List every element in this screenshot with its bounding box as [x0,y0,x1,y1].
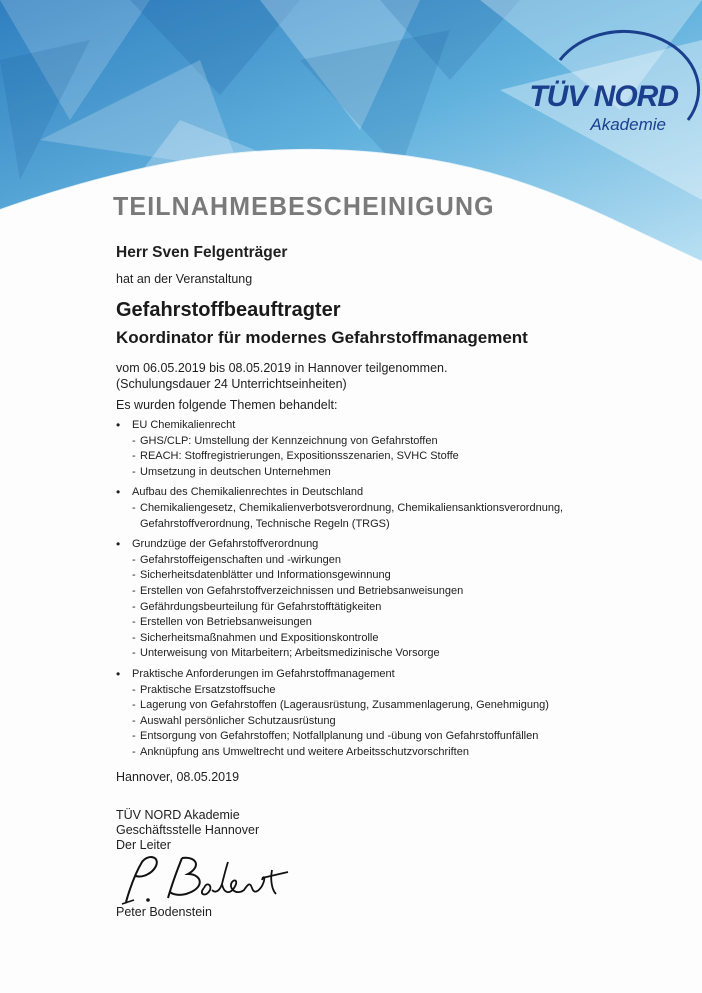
tuv-nord-logo [508,82,678,135]
topic-subitem: - Entsorgung von Gefahrstoffen; Notfallplanung und -übung von Gefahrstoffunfällen [132,729,636,745]
org-line: TÜV NORD Akademie [116,808,240,823]
topic-subitems [132,553,636,662]
place-date: Hannover, 08.05.2019 [116,770,240,785]
topic-subitem: - Lagerung von Gefahrstoffen (Lagerausrüstung, Zusammenlagerung, Genehmigung) [132,698,636,714]
topic-subitem: - Auswahl persönlicher Schutzausrüstung [132,714,636,730]
org-line: Geschäftsstelle Hannover [116,823,260,838]
recipient-name: Herr Sven Felgenträger [116,244,288,261]
topic-subitems [132,501,636,532]
org-line: Der Leiter [116,838,171,853]
topic-subitem: - Erstellen von Betriebsanweisungen [132,615,636,631]
topic-item [116,485,636,532]
logo-brand: TÜV NORD [529,80,678,113]
signer-name: Peter Bodenstein [116,905,212,919]
dates-line: vom 06.05.2019 bis 08.05.2019 in Hannover teilgenommen. [116,361,448,375]
topic-subitem: - Praktische Ersatzstoffsuche [132,683,636,699]
topic-subitems [132,683,636,761]
intro-text: hat an der Veranstaltung [116,272,253,286]
topic-heading: Aufbau des Chemikalienrechtes in Deutschland [132,486,364,499]
signature [112,850,302,910]
topic-item [116,418,636,480]
topic-subitem: - Chemikaliengesetz, Chemikalienverbotsverordnung, Chemikaliensanktionsverordnung, Gefahrstoffverordnung, Technische Regeln (TRGS) [132,501,636,532]
issuing-organization [116,808,636,853]
topic-subitem: - Sicherheitsdatenblätter und Informationsgewinnung [132,568,636,584]
topic-heading: Grundzüge der Gefahrstoffverordnung [132,538,319,551]
certificate-title: TEILNAHMEBESCHEINIGUNG [113,191,495,221]
course-title: Gefahrstoffbeauftragter [116,299,341,321]
topics-list [116,418,636,760]
header-decoration [0,0,702,280]
topic-subitem: - REACH: Stoffregistrierungen, Expositionsszenarien, SVHC Stoffe [132,449,636,465]
topic-subitem: - Gefahrstoffeigenschaften und -wirkungen [132,553,636,569]
duration-line: (Schulungsdauer 24 Unterrichtseinheiten) [116,377,347,391]
topics-intro: Es wurden folgende Themen behandelt: [116,398,338,412]
topic-heading: Praktische Anforderungen im Gefahrstoffmanagement [132,667,395,680]
topic-subitem: - Gefährdungsbeurteilung für Gefahrstofftätigkeiten [132,600,636,616]
topic-item [116,667,636,761]
topic-subitem: - GHS/CLP: Umstellung der Kennzeichnung von Gefahrstoffen [132,434,636,450]
logo-division: Akademie [590,115,666,134]
topic-heading: EU Chemikalienrecht [132,419,236,431]
certificate-body [116,244,636,853]
course-subtitle: Koordinator für modernes Gefahrstoffmanagement [116,328,528,347]
topic-subitems [132,434,636,481]
course-dates [116,360,636,392]
topic-subitem: - Erstellen von Gefahrstoffverzeichnissen und Betriebsanweisungen [132,584,636,600]
topic-subitem: - Sicherheitsmaßnahmen und Expositionskontrolle [132,631,636,647]
topic-item [116,537,636,662]
topic-subitem: - Anknüpfung ans Umweltrecht und weitere Arbeitsschutzvorschriften [132,745,636,761]
topic-subitem: - Umsetzung in deutschen Unternehmen [132,465,636,481]
topic-subitem: - Unterweisung von Mitarbeitern; Arbeitsmedizinische Vorsorge [132,646,636,662]
